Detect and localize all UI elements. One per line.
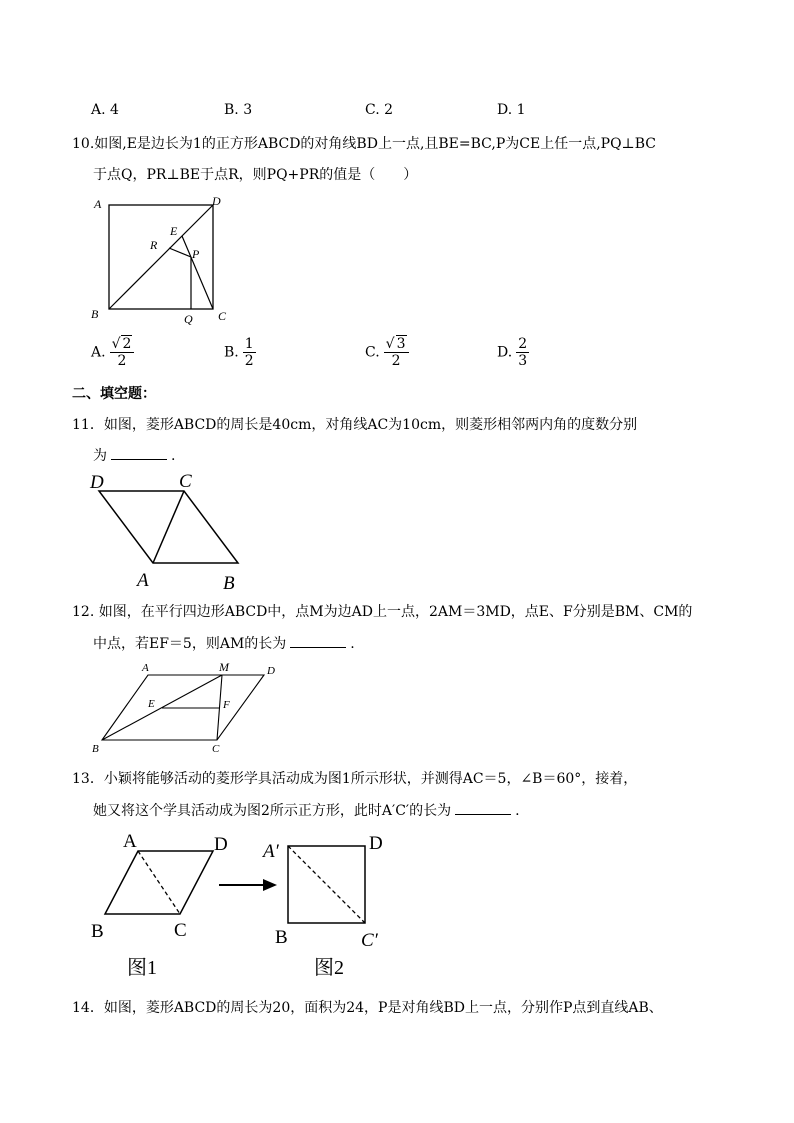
q13-fig1-label-d: D — [214, 834, 228, 855]
q10-label-a: A — [94, 197, 102, 211]
q12-figure — [88, 656, 288, 758]
q12-line2-prefix: 中点，若EF＝5，则AM的长为 — [93, 636, 287, 652]
q10-option-b-prefix: B. — [224, 344, 239, 361]
q12-label-c: C — [212, 743, 220, 755]
q11-figure — [85, 468, 255, 596]
q13-fig1-label-a: A — [123, 831, 137, 852]
q12-label-d: D — [267, 665, 275, 677]
q12-text-line1: 12. 如图，在平行四边形ABCD中，点M为边AD上一点，2AM＝3MD，点E、F分别是BM、CM的 — [72, 604, 693, 620]
q10-text-line1: 10.如图,E是边长为1的正方形ABCD的对角线BD上一点,且BE=BC,P为CE上任一点,PQ⊥BC — [72, 136, 656, 152]
q10-label-r: R — [150, 238, 158, 252]
q10-option-a — [91, 336, 134, 369]
q11-label-b: B — [223, 573, 235, 594]
q11-text-line1: 11．如图，菱形ABCD的周长是40cm，对角线AC为10cm，则菱形相邻两内角的度数分别 — [72, 417, 638, 433]
q12-label-e: E — [148, 698, 155, 710]
q10-option-a-numerator: 2 — [122, 336, 132, 352]
q10-option-c-numerator: 3 — [396, 336, 406, 352]
q9-option-c: C. 2 — [365, 102, 394, 118]
q12-label-b: B — [92, 743, 99, 755]
q13-line2-prefix: 她又将这个学具活动成为图2所示正方形，此时A′C′的长为 — [93, 803, 452, 819]
q12-label-m: M — [219, 660, 229, 674]
q10-label-b: B — [91, 307, 99, 321]
q10-option-b-numerator: 1 — [244, 336, 254, 352]
q13-fig1-label-b: B — [91, 921, 104, 942]
q12-line2-suffix: . — [350, 636, 355, 652]
q13-fig1-caption: 图1 — [127, 957, 157, 979]
q14-text-line1: 14．如图，菱形ABCD的周长为20，面积为24，P是对角线BD上一点，分别作P点到直线AB、 — [72, 1000, 663, 1016]
q13-fig2-label-d: D — [369, 833, 383, 854]
q11-label-d: D — [90, 472, 104, 493]
q10-option-b — [224, 336, 256, 369]
arrow-right-icon — [263, 879, 277, 891]
q13-text-line2 — [93, 800, 520, 820]
q10-option-d-fraction — [516, 336, 529, 369]
q10-option-d-numerator: 2 — [518, 336, 528, 352]
q10-text-line2: 于点Q，PR⊥BE于点R，则PQ+PR的值是（ ） — [93, 167, 418, 183]
q10-label-e: E — [170, 224, 178, 238]
q13-fig1-label-c: C — [174, 920, 187, 941]
q10-option-b-denominator: 2 — [244, 353, 254, 369]
section-title: 二、填空题： — [72, 386, 156, 402]
q10-option-c-prefix: C. — [365, 344, 380, 361]
q11-text-line2 — [93, 445, 175, 465]
q13-line2-suffix: . — [515, 803, 520, 819]
q11-line2-suffix: . — [171, 448, 176, 464]
q10-option-c-fraction: $\frac{√ 3}{2}$ — [384, 336, 409, 369]
q10-option-a-fraction: $\frac{√ 2}{2}$ — [110, 336, 135, 369]
q10-option-c-denominator: 2 — [391, 353, 401, 369]
q9-option-a: A. 4 — [91, 102, 119, 118]
q12-text-line2 — [93, 633, 355, 653]
q10-option-b-fraction — [243, 336, 256, 369]
q13-fig2-label-a: A′ — [263, 841, 279, 862]
q13-figure — [85, 826, 405, 984]
q9-option-d: D. 1 — [497, 102, 526, 118]
q12-answer-blank — [290, 635, 346, 648]
q13-fig2-caption: 图2 — [314, 957, 344, 979]
q11-answer-blank — [111, 447, 167, 460]
q9-option-b: B. 3 — [224, 102, 253, 118]
q13-fig2-label-c: C′ — [361, 930, 378, 951]
q12-label-f: F — [223, 699, 230, 711]
q12-label-a: A — [142, 662, 149, 674]
q11-label-c: C — [179, 471, 192, 492]
q10-option-a-denominator: 2 — [117, 353, 127, 369]
q10-label-q: Q — [184, 312, 193, 326]
q10-option-a-prefix: A. — [91, 344, 106, 361]
q10-option-c — [365, 336, 409, 369]
q13-answer-blank — [455, 802, 511, 815]
q10-label-c: C — [218, 309, 227, 323]
q10-option-d-denominator: 3 — [518, 353, 528, 369]
q10-label-p: P — [192, 247, 200, 261]
q11-line2-prefix: 为 — [93, 448, 107, 464]
q13-text-line1: 13．小颖将能够活动的菱形学具活动成为图1所示形状，并测得AC＝5，∠B＝60°，接着， — [72, 771, 638, 787]
q10-figure — [85, 190, 245, 330]
q10-label-d: D — [212, 194, 221, 208]
q10-option-d — [497, 336, 529, 369]
q11-label-a: A — [137, 570, 149, 591]
q13-fig2-label-b: B — [275, 927, 288, 948]
q10-option-d-prefix: D. — [497, 344, 513, 361]
